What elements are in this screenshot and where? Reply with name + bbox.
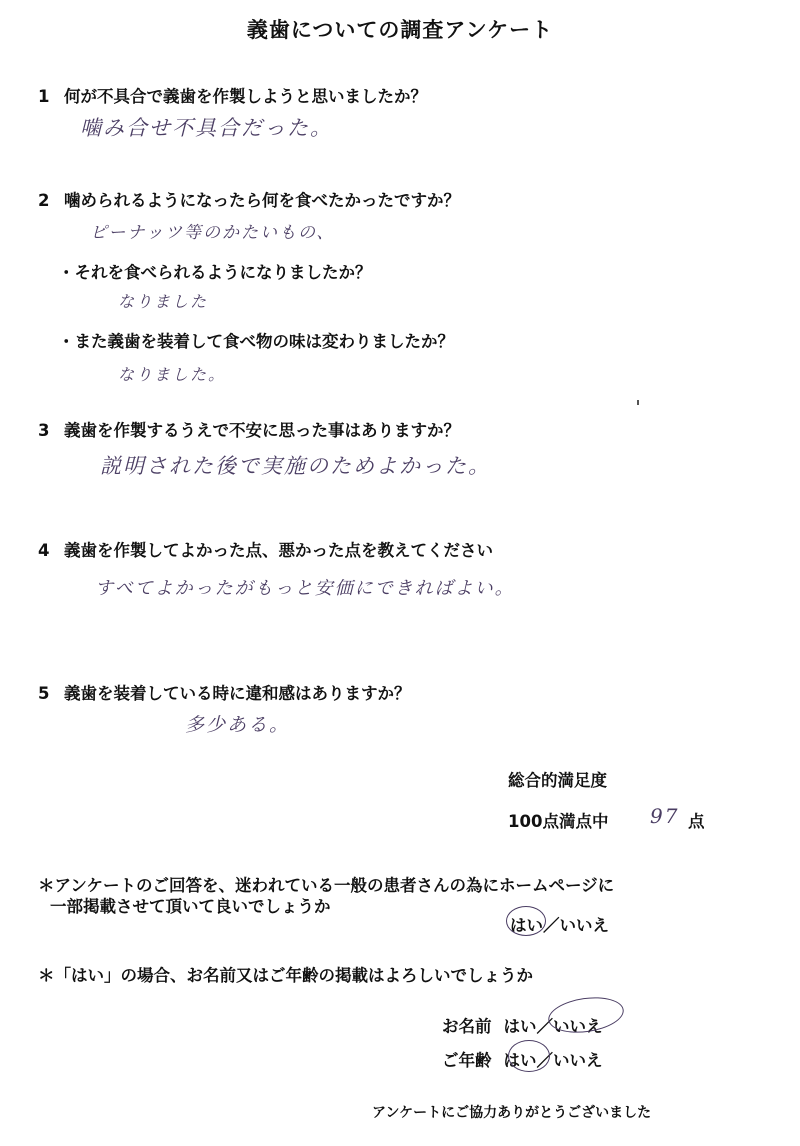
question-2 [38, 187, 460, 211]
consent-age-label: ご年齢 [442, 1051, 492, 1070]
answer-2: ピーナッツ等のかたいもの、 [90, 223, 336, 243]
question-4 [38, 537, 493, 561]
consent-publish-yes-circle-mark [506, 906, 546, 936]
question-2-number: 2 [38, 191, 50, 210]
question-2-sub-2: ・また義歯を装着して食べ物の味は変わりましたか？ [58, 332, 454, 351]
consent-age-no[interactable]: いいえ [553, 1051, 603, 1070]
answer-4: すべてよかったがもっと安価にできればよい。 [95, 578, 515, 599]
consent-age-yes[interactable]: はい [503, 1051, 537, 1070]
question-3-number: 3 [38, 421, 50, 440]
answer-2-sub-2: なりました。 [118, 365, 227, 384]
question-1 [38, 83, 427, 107]
satisfaction-scale: 100点満点中 [508, 812, 609, 831]
consent-name-no[interactable]: いいえ [553, 1017, 603, 1036]
satisfaction-score: 97 [650, 804, 680, 828]
consent-name-yes[interactable]: はい [503, 1017, 537, 1036]
consent-name-separator: ／ [536, 1017, 553, 1036]
satisfaction-unit: 点 [688, 812, 705, 831]
consent-publish-yes[interactable]: はい [510, 916, 543, 935]
answer-2-sub-1: なりました [118, 292, 209, 311]
consent-age-separator: ／ [536, 1051, 553, 1070]
question-4-text: 義歯を作製してよかった点、悪かった点を教えてください [64, 541, 493, 560]
answer-1: 噛み合せ不具合だった。 [80, 116, 333, 140]
question-3-text: 義歯を作製するうえで不安に思った事はありますか？ [64, 421, 460, 440]
question-2-text: 噛められるようになったら何を食べたかったですか？ [64, 191, 460, 210]
satisfaction-label: 総合的満足度 [508, 771, 607, 790]
question-2-sub-1: ・それを食べられるようになりましたか？ [58, 263, 372, 282]
answer-3: 説明された後で実施のためよかった。 [100, 454, 491, 478]
answer-5: 多少ある。 [185, 714, 291, 736]
question-3 [38, 417, 460, 441]
question-1-text: 何が不具合で義歯を作製しようと思いましたか？ [64, 87, 427, 106]
question-5 [38, 680, 411, 704]
consent-publish-question-line1: ＊アンケートのご回答を、迷われている一般の患者さんの為にホームページに [38, 876, 615, 895]
consent-age-yes-circle-mark [508, 1040, 550, 1072]
consent-publish-question-line2: 一部掲載させて頂いて良いでしょうか [50, 897, 331, 916]
question-1-number: 1 [38, 87, 50, 106]
question-4-number: 4 [38, 541, 50, 560]
thanks-message: アンケートにご協力ありがとうございました [372, 1105, 652, 1121]
consent-name-age-question: ＊「はい」の場合、お名前又はご年齢の掲載はよろしいでしょうか [38, 966, 533, 985]
page-title: 義歯についての調査アンケート [246, 18, 554, 42]
scan-speck [637, 400, 639, 405]
question-5-number: 5 [38, 684, 50, 703]
consent-publish-separator: ／ [543, 916, 560, 935]
question-5-text: 義歯を装着している時に違和感はありますか？ [64, 684, 411, 703]
consent-publish-no[interactable]: いいえ [559, 916, 609, 935]
consent-name-label: お名前 [442, 1017, 492, 1036]
